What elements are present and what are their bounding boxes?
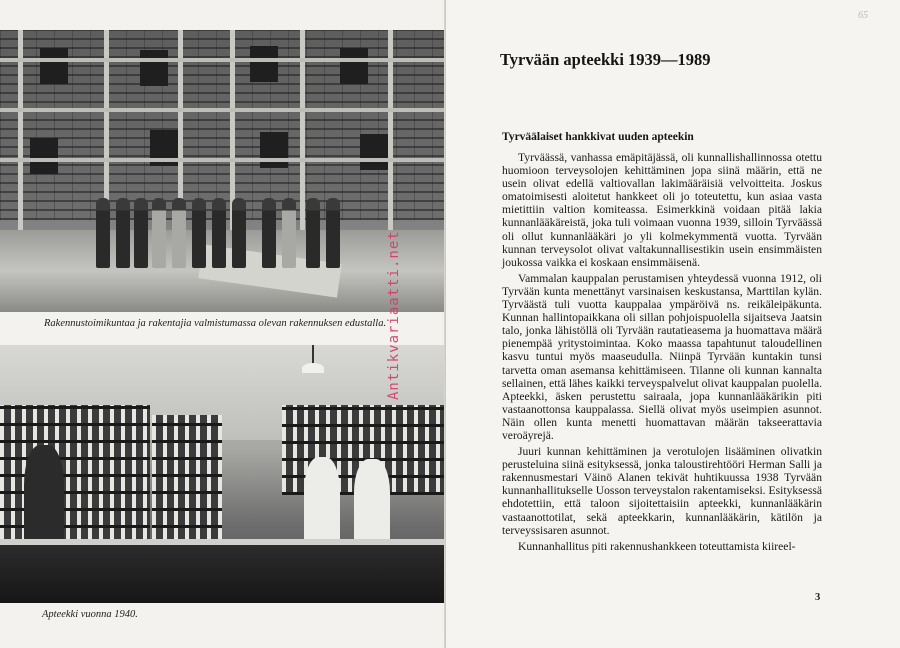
paragraph: Vammalan kauppalan perustamisen yhteydessä vuonna 1912, oli Tyrvään kunta menettänyt varsinaisen keskustansa, Marttilan kylän. Tyrväästä tuli vuotta kauppalaa ympäröivä ns. reikäleipäkunta. Kunnan hallintopaikkana oli sillan pohjoispuolella sijaitseva Jaatsin talo, jonka lähistöllä oli Tyrvään rautatieasema ja huomattava määrä pienempää yritystoimintaa. Koko maassa tapahtunut taloudellinen kasvu tuntui myös maaseudulla. Niinpä Tyrvään kuntakin tunsi tarvetta oman asemansa kehittämiseen. Tilanne oli kunnan kannalta sellainen, että lähes kaikki terveyspalvelut olivat kauppalan puolella. Apteekki, äsken perustettu sairaala, jopa kunnanlääkärikin piti vastaanottonsa kauppalassa. Siellä olivat myös useimpien asunnot. Näin ollen kunta menetti huomattavan määrän takseerattavia veroäyrejä. — [502, 271, 822, 442]
scaffold-pole — [300, 30, 305, 245]
scaffold-plank — [0, 158, 446, 162]
person-figure — [96, 198, 110, 268]
window-opening — [140, 50, 168, 86]
construction-photo — [0, 30, 446, 312]
window-opening — [360, 134, 388, 170]
medicine-shelf — [152, 415, 222, 545]
paragraph: Tyrväässä, vanhassa emäpitäjässä, oli kunnallishallinnossa otettu huomioon terveysolojen kehittäminen jopa siinä määrin, että ne usein olivat edellä valtiovallan lakimääräisiä velvoitteita. Joskus omatoimisesti aloitetut hankkeet oli jo toteutettu, kun asiaa vasta mietittiin valtion komiteassa. Esimerkkinä voidaan pitää lakia kunnanlääkäreistä, joka tuli voimaan vuonna 1939, silloin Tyrväässä oli ollut kunnanlääkäri jo yli kolmekymmentä vuotta. Tyrvään kunnan terveysolot olivat valtakunnallisestikin usein ensimmäisten joukossa vaikka ei koskaan ensimmäisenä. — [502, 151, 822, 269]
ceiling-lamp — [302, 363, 324, 373]
person-figure — [134, 198, 148, 268]
medicine-shelf — [0, 405, 150, 545]
scaffold-plank — [0, 58, 446, 62]
pharmacist-figure — [24, 445, 64, 545]
window-opening — [40, 48, 68, 84]
ceiling-lamp-cord — [312, 345, 314, 365]
person-figure — [326, 198, 340, 268]
window-opening — [30, 138, 58, 174]
chapter-title: Tyrvään apteekki 1939—1989 — [500, 50, 711, 69]
photo2-caption: Apteekki vuonna 1940. — [42, 609, 138, 620]
person-figure — [232, 198, 246, 268]
window-opening — [250, 46, 278, 82]
person-figure — [116, 198, 130, 268]
assistant-figure — [354, 459, 390, 543]
assistant-figure — [304, 457, 340, 543]
section-heading: Tyrväälaiset hankkivat uuden apteekin — [502, 131, 694, 143]
article-body — [502, 151, 822, 556]
scaffold-plank — [0, 108, 446, 112]
person-figure — [192, 198, 206, 268]
pharmacy-counter — [0, 545, 446, 603]
person-figure — [212, 198, 226, 268]
pharmacy-photo — [0, 345, 446, 603]
window-opening — [340, 48, 368, 84]
watermark: Antikvariaatti.net — [386, 230, 402, 400]
window-opening — [260, 132, 288, 168]
paragraph: Juuri kunnan kehittäminen ja verotulojen lisääminen olivatkin perusteluina siinä esityksessä, jonka taloustirehtööri Herman Salli ja rakennusmestari Väinö Alanen tekivät huhtikuussa 1938 Tyrvään kunnanhallitukselle Uosson terveystalon rakentamiseksi. Esityksessä ehdotettiin, että taloon sijoitettaisiin apteekki, kunnanlääkärin vastaanottotilat, sekä apteekkarin, kunnanlääkärin, kätilön ja terveyssisaren asunnot. — [502, 445, 822, 537]
person-figure — [262, 198, 276, 268]
scaffold-pole — [18, 30, 23, 245]
page-number: 3 — [815, 592, 821, 603]
left-page — [0, 0, 446, 648]
corner-mark: 65 — [858, 10, 868, 21]
person-figure — [172, 198, 186, 268]
person-figure — [152, 198, 166, 268]
photo1-caption: Rakennustoimikuntaa ja rakentajia valmistumassa olevan rakennuksen edustalla. — [44, 318, 387, 329]
paragraph: Kunnanhallitus piti rakennushankkeen toteuttamista kiireel- — [518, 539, 796, 553]
person-figure — [282, 198, 296, 268]
person-figure — [306, 198, 320, 268]
